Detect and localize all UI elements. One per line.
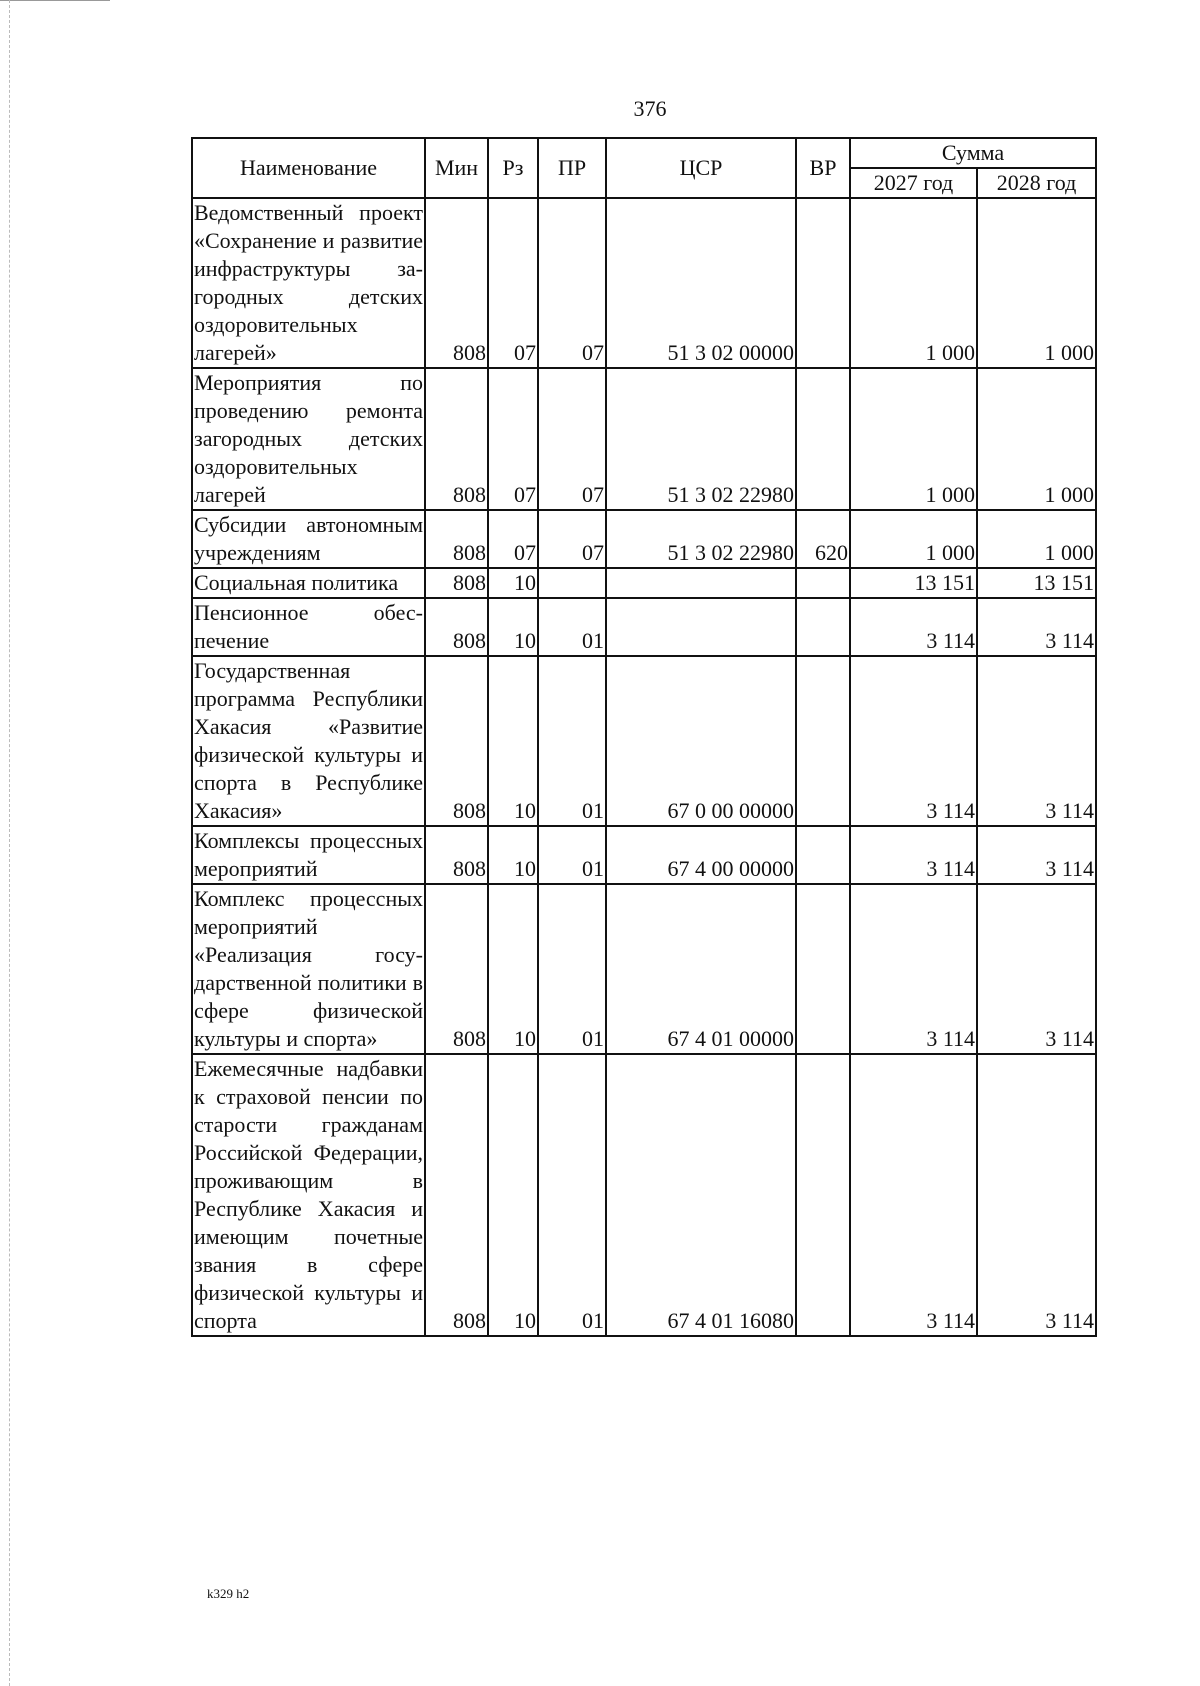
row-min: 808 xyxy=(425,598,488,656)
header-pr: ПР xyxy=(538,138,606,198)
header-rz: Рз xyxy=(488,138,538,198)
row-sum-2028: 1 000 xyxy=(977,510,1096,568)
row-sum-2028: 1 000 xyxy=(977,368,1096,510)
row-min: 808 xyxy=(425,1054,488,1336)
row-sum-2027: 3 114 xyxy=(850,826,977,884)
row-sum-2028: 3 114 xyxy=(977,884,1096,1054)
budget-table xyxy=(191,137,1097,1337)
row-min: 808 xyxy=(425,368,488,510)
row-sum-2027: 1 000 xyxy=(850,368,977,510)
row-pr: 01 xyxy=(538,826,606,884)
table-row xyxy=(192,884,1096,1054)
table-row xyxy=(192,510,1096,568)
row-min: 808 xyxy=(425,884,488,1054)
row-vr xyxy=(796,568,850,598)
row-rz: 10 xyxy=(488,598,538,656)
footer-code: k329 h2 xyxy=(207,1586,250,1601)
row-pr: 07 xyxy=(538,510,606,568)
row-csr: 67 4 00 00000 xyxy=(606,826,796,884)
row-sum-2028: 1 000 xyxy=(977,198,1096,368)
row-pr: 01 xyxy=(538,598,606,656)
header-name: Наименование xyxy=(192,138,425,198)
table-row xyxy=(192,598,1096,656)
row-rz: 10 xyxy=(488,1054,538,1336)
row-pr: 01 xyxy=(538,884,606,1054)
row-csr: 51 3 02 00000 xyxy=(606,198,796,368)
row-name: Комплекс процессных мероприятий «Реализация государственной политики в сфере физической культуры и спорта» xyxy=(192,884,425,1054)
row-min: 808 xyxy=(425,826,488,884)
row-sum-2027: 3 114 xyxy=(850,598,977,656)
row-pr: 01 xyxy=(538,656,606,826)
row-name: Ежемесячные надбавки к страховой пенсии по старости гражданам Российской Федерации, проживающим в Республике Хакасия и имеющим почетные звания в сфере физической культуры и спорта xyxy=(192,1054,425,1336)
row-min: 808 xyxy=(425,510,488,568)
row-vr: 620 xyxy=(796,510,850,568)
row-pr: 01 xyxy=(538,1054,606,1336)
table-row xyxy=(192,656,1096,826)
row-vr xyxy=(796,884,850,1054)
row-rz: 07 xyxy=(488,198,538,368)
row-vr xyxy=(796,598,850,656)
row-sum-2027: 1 000 xyxy=(850,198,977,368)
scan-edge-line xyxy=(9,0,10,1686)
header-row-top xyxy=(192,138,1096,168)
row-name: Комплексы процессных мероприятий xyxy=(192,826,425,884)
scan-corner-line xyxy=(0,0,110,1)
table-row xyxy=(192,1054,1096,1336)
header-year-2027: 2027 год xyxy=(850,168,977,198)
header-sum: Сумма xyxy=(850,138,1096,168)
row-name: Пенсионное обеспечение xyxy=(192,598,425,656)
row-sum-2028: 13 151 xyxy=(977,568,1096,598)
table-row xyxy=(192,568,1096,598)
row-sum-2028: 3 114 xyxy=(977,826,1096,884)
row-name: Ведомственный проект «Сохранение и развитие инфраструктуры загородных детских оздоровительных лагерей» xyxy=(192,198,425,368)
row-name: Субсидии автономным учреждениям xyxy=(192,510,425,568)
row-sum-2027: 3 114 xyxy=(850,656,977,826)
row-pr: 07 xyxy=(538,368,606,510)
row-vr xyxy=(796,656,850,826)
row-pr: 07 xyxy=(538,198,606,368)
row-name: Мероприятия по проведению ремонта загородных детских оздоровительных лагерей xyxy=(192,368,425,510)
row-pr xyxy=(538,568,606,598)
row-sum-2027: 3 114 xyxy=(850,1054,977,1336)
row-rz: 10 xyxy=(488,826,538,884)
row-min: 808 xyxy=(425,198,488,368)
row-rz: 10 xyxy=(488,568,538,598)
row-name: Социальная политика xyxy=(192,568,425,598)
row-name: Государственная программа Республики Хакасия «Развитие физической культуры и спорта в Республике Хакасия» xyxy=(192,656,425,826)
row-sum-2027: 13 151 xyxy=(850,568,977,598)
row-csr xyxy=(606,568,796,598)
row-csr: 67 0 00 00000 xyxy=(606,656,796,826)
row-sum-2028: 3 114 xyxy=(977,598,1096,656)
row-min: 808 xyxy=(425,656,488,826)
row-sum-2027: 3 114 xyxy=(850,884,977,1054)
row-sum-2028: 3 114 xyxy=(977,656,1096,826)
row-sum-2028: 3 114 xyxy=(977,1054,1096,1336)
header-csr: ЦСР xyxy=(606,138,796,198)
row-vr xyxy=(796,1054,850,1336)
header-year-2028: 2028 год xyxy=(977,168,1096,198)
row-csr: 51 3 02 22980 xyxy=(606,510,796,568)
row-min: 808 xyxy=(425,568,488,598)
row-csr: 67 4 01 16080 xyxy=(606,1054,796,1336)
row-rz: 10 xyxy=(488,884,538,1054)
table-row xyxy=(192,368,1096,510)
header-min: Мин xyxy=(425,138,488,198)
row-rz: 07 xyxy=(488,510,538,568)
row-vr xyxy=(796,826,850,884)
row-csr: 67 4 01 00000 xyxy=(606,884,796,1054)
row-vr xyxy=(796,198,850,368)
row-csr: 51 3 02 22980 xyxy=(606,368,796,510)
row-rz: 10 xyxy=(488,656,538,826)
table-row xyxy=(192,826,1096,884)
row-sum-2027: 1 000 xyxy=(850,510,977,568)
row-rz: 07 xyxy=(488,368,538,510)
table-row xyxy=(192,198,1096,368)
page-number: 376 xyxy=(633,96,667,121)
row-vr xyxy=(796,368,850,510)
row-csr xyxy=(606,598,796,656)
header-vr: ВР xyxy=(796,138,850,198)
